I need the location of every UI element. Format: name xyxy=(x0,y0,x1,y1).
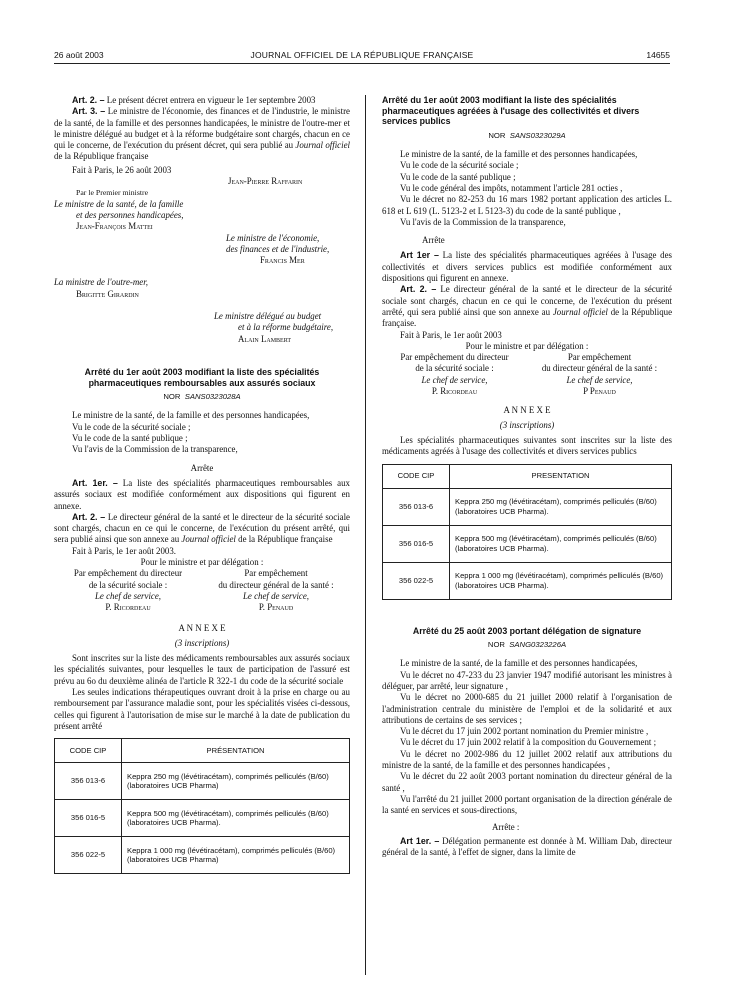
inscriptions-count: (3 inscriptions) xyxy=(174,637,230,648)
vu-line: Vu l'avis de la Commission de la transparence, xyxy=(400,216,566,227)
inscriptions-count: (3 inscriptions) xyxy=(499,419,555,430)
signer-mattei: Jean-François Mattei xyxy=(76,221,153,232)
header-rule xyxy=(54,63,670,64)
signatures-block: Par empêchement du directeur de la sécurité sociale : Le chef de service, P. Ricordeau Par empêchement du directeur général de la santé : Le chef de service, P Penaud xyxy=(382,352,672,397)
vu-line: Vu le code de la sécurité sociale ; xyxy=(72,421,191,432)
vu-line: Vu le décret du 22 août 2003 portant nomination du directeur général de la santé , xyxy=(382,771,672,793)
min-budget-title-2: et à la réforme budgétaire, xyxy=(238,322,334,333)
arrete-title-collectivites: Arrêté du 1er août 2003 modifiant la liste des spécialités pharmaceutiques agréées à l'usage des collectivités et divers services publics xyxy=(382,95,640,127)
table-header-code: CODE CIP xyxy=(383,464,450,488)
min-om-title: La ministre de l'outre-mer, xyxy=(54,277,148,288)
article-1: Art. 1er. – La liste des spécialités pharmaceutiques remboursables aux assurés sociaux est modifiée conformément aux dispositions qui figurent en annexe. xyxy=(54,477,350,511)
nor-line: NOR SANG0323226A xyxy=(487,640,567,650)
header-page-number: 14655 xyxy=(646,50,670,60)
signer-raffarin: Jean-Pierre Raffarin xyxy=(228,176,303,187)
table-header-presentation: PRÉSENTATION xyxy=(122,739,350,763)
vu-line: Vu l'arrêté du 21 juillet 2000 portant organisation de la direction générale de la santé en services et sous-directions, xyxy=(382,793,672,816)
vu-line: Vu le code de la sécurité sociale ; xyxy=(400,160,519,171)
vu-line: Vu le décret no 2000-685 du 21 juillet 2000 relatif à l'organisation de l'administration centrale du ministère de l'emploi et de la solidarité et aux attributions de certains de ses services ; xyxy=(382,692,672,725)
min-budget-title-1: Le ministre délégué au budget xyxy=(214,311,322,322)
cip-table-right xyxy=(382,464,672,600)
vu-line: Vu le code de la santé publique ; xyxy=(72,433,188,444)
vu-line: Vu le code de la santé publique ; xyxy=(400,171,516,182)
article-1: Art 1er. – Délégation permanente est donnée à M. William Dab, directeur général de la santé, à l'effet de signer, dans la limite de xyxy=(382,835,672,858)
vu-line: Vu le décret du 17 juin 2002 relatif à la composition du Gouvernement ; xyxy=(400,737,657,748)
vu-line: Vu le décret no 82-253 du 16 mars 1982 portant application des articles L. 618 et L 619 (L. 5123-2 et L 5123-3) du code de la santé publique , xyxy=(382,194,672,216)
fait-line: Fait à Paris, le 1er août 2003 xyxy=(400,329,502,340)
le-ministre: Le ministre de la santé, de la famille et des personnes handicapées, xyxy=(400,149,638,160)
right-column xyxy=(382,95,672,858)
table-header-presentation: PRESENTATION xyxy=(450,464,672,488)
le-ministre: Le ministre de la santé, de la famille et des personnes handicapées, xyxy=(72,410,310,421)
annexe-paragraph: Sont inscrites sur la liste des médicaments remboursables aux assurés sociaux les spécialités suivantes, pour lesquelles le taux de participation de l'assuré est prévu au 6o du deuxième alinéa de l'article R 322-1 du code de la sécurité sociale xyxy=(54,653,350,686)
annexe-heading: A N N E X E xyxy=(503,405,551,416)
le-ministre: Le ministre de la santé, de la famille et des personnes handicapées, xyxy=(400,658,638,669)
par-premier-ministre: Par le Premier ministre xyxy=(76,188,149,198)
table-row: 356 022-5 Keppra 1 000 mg (lévétiracétam), comprimés pelliculés (B/60) (laboratoires UCB Pharma). xyxy=(383,562,672,599)
table-row: 356 013-6 Keppra 250 mg (lévétiracétam), comprimés pelliculés (B/60) (laboratoires UCB Pharma) xyxy=(55,763,350,800)
min-sante-title-2: et des personnes handicapées, xyxy=(76,209,184,220)
table-header-code: CODE CIP xyxy=(55,739,122,763)
signer-ricordeau: P. Ricordeau xyxy=(105,602,151,613)
decree-art3: Art. 3. – Le ministre de l'économie, des finances et de l'industrie, le ministre de la santé, de la famille et des personnes handicapées, le ministre de l'outre-mer et le ministre délégué au budget et à la réforme budgétaire sont chargés, chacun en ce qui le concerne, de l'exécution du présent décret, qui sera publié au Journal officiel de la République française xyxy=(54,106,350,162)
signer-penaud: P. Penaud xyxy=(258,602,294,613)
min-eco-title-1: Le ministre de l'économie, xyxy=(226,232,320,243)
vu-line: Vu le décret no 2002-986 du 12 juillet 2002 relatif aux attributions du ministre de la santé, de la famille et des personnes handicapées , xyxy=(382,748,672,771)
min-eco-title-2: des finances et de l'industrie, xyxy=(226,243,330,254)
article-2: Art. 2. – Le directeur général de la santé et le directeur de la sécurité sociale sont chargés, chacun en ce qui le concerne, de l'exécution du présent arrêté, qui sera publié ainsi que son annexe au Journal officiel de la République française xyxy=(54,511,350,545)
decree-art2: Art. 2. – Le présent décret entrera en vigueur le 1er septembre 2003 xyxy=(72,95,316,105)
arrete-label: Arrête xyxy=(422,235,445,246)
table-row: 356 022-5 Keppra 1 000 mg (lévétiracétam), comprimés pelliculés (B/60) (laboratoires UCB Pharma) xyxy=(55,837,350,874)
signer-penaud: P Penaud xyxy=(583,386,616,397)
header-title: JOURNAL OFFICIEL DE LA RÉPUBLIQUE FRANÇAISE xyxy=(250,50,474,60)
pour-le-ministre: Pour le ministre et par délégation : xyxy=(465,340,589,351)
signer-lambert: Alain Lambert xyxy=(238,333,292,344)
vu-line: Vu le code général des impôts, notamment l'article 281 octies , xyxy=(400,182,623,193)
arrete-label: Arrête : xyxy=(492,821,520,832)
decree-fait: Fait à Paris, le 26 août 2003 xyxy=(72,164,172,175)
signer-ricordeau: P. Ricordeau xyxy=(431,386,478,397)
vu-line: Vu l'avis de la Commission de la transparence, xyxy=(72,444,238,455)
left-column xyxy=(54,95,350,874)
article-1: Art 1er – La liste des spécialités pharmaceutiques agréées à l'usage des collectivités et divers services publics est modifiée conformément aux dispositions qui figurent en annexe. xyxy=(382,250,673,284)
signer-girardin: Brigitte Girardin xyxy=(76,288,139,299)
table-row: 356 016-5 Keppra 500 mg (lévétiracétam), comprimés pelliculés (B/60) (laboratoires UCB Pharma). xyxy=(383,525,672,562)
table-row: 356 013-6 Keppra 250 mg (lévétiracétam), comprimés pelliculés (B/60) (laboratoires UCB Pharma). xyxy=(383,488,672,525)
annexe-heading: A N N E X E xyxy=(178,623,226,634)
vu-line: Vu le décret du 17 juin 2002 portant nomination du Premier ministre , xyxy=(400,726,649,737)
article-2: Art. 2. – Le directeur général de la santé et le directeur de la sécurité sociale sont chargés, chacun en ce qui le concerne, de l'exécution du présent arrêté, qui sera publié ainsi que son annexe au Journal officiel de la République française. xyxy=(382,284,673,329)
cip-table-left xyxy=(54,738,350,874)
arrete-label: Arrête xyxy=(190,462,214,473)
arrete-title-remboursables: Arrêté du 1er août 2003 modifiant la liste des spécialités pharmaceutiques remboursables aux assurés sociaux xyxy=(84,366,320,388)
annexe-paragraph: Les seules indications thérapeutiques ouvrant droit à la prise en charge ou au remboursement par l'assurance maladie sont, pour les spécialités visées ci-dessous, celles qui figurent à l'autorisation de mise sur le marché à la date de publication du présent arrêté xyxy=(54,686,350,731)
nor-line: NOR SANS0323028A xyxy=(163,392,241,402)
nor-line: NOR SANS0323029A xyxy=(488,130,566,140)
pour-le-ministre: Pour le ministre et par délégation : xyxy=(140,556,264,567)
arrete-title-delegation: Arrêté du 25 août 2003 portant délégation de signature xyxy=(412,625,642,636)
min-sante-title-1: Le ministre de la santé, de la famille xyxy=(54,198,184,209)
table-row: 356 016-5 Keppra 500 mg (lévétiracétam), comprimés pelliculés (B/60) (laboratoires UCB Pharma). xyxy=(55,800,350,837)
annexe-paragraph: Les spécialités pharmaceutiques suivantes sont inscrites sur la liste des médicaments agréés à l'usage des collectivités et divers services publics xyxy=(382,434,672,457)
running-header xyxy=(54,50,670,62)
header-date: 26 août 2003 xyxy=(54,50,104,60)
vu-line: Vu le décret no 47-233 du 23 janvier 1947 modifié autorisant les ministres à déléguer, par arrêté, leur signature , xyxy=(382,669,672,691)
signatures-block: Par empêchement du directeur de la sécurité sociale : Le chef de service, P. Ricordeau Par empêchement du directeur général de la santé : Le chef de service, P. Penaud xyxy=(54,568,350,613)
column-divider xyxy=(365,95,366,975)
signer-mer: Francis Mer xyxy=(260,255,305,266)
fait-line: Fait à Paris, le 1er août 2003. xyxy=(72,545,177,556)
